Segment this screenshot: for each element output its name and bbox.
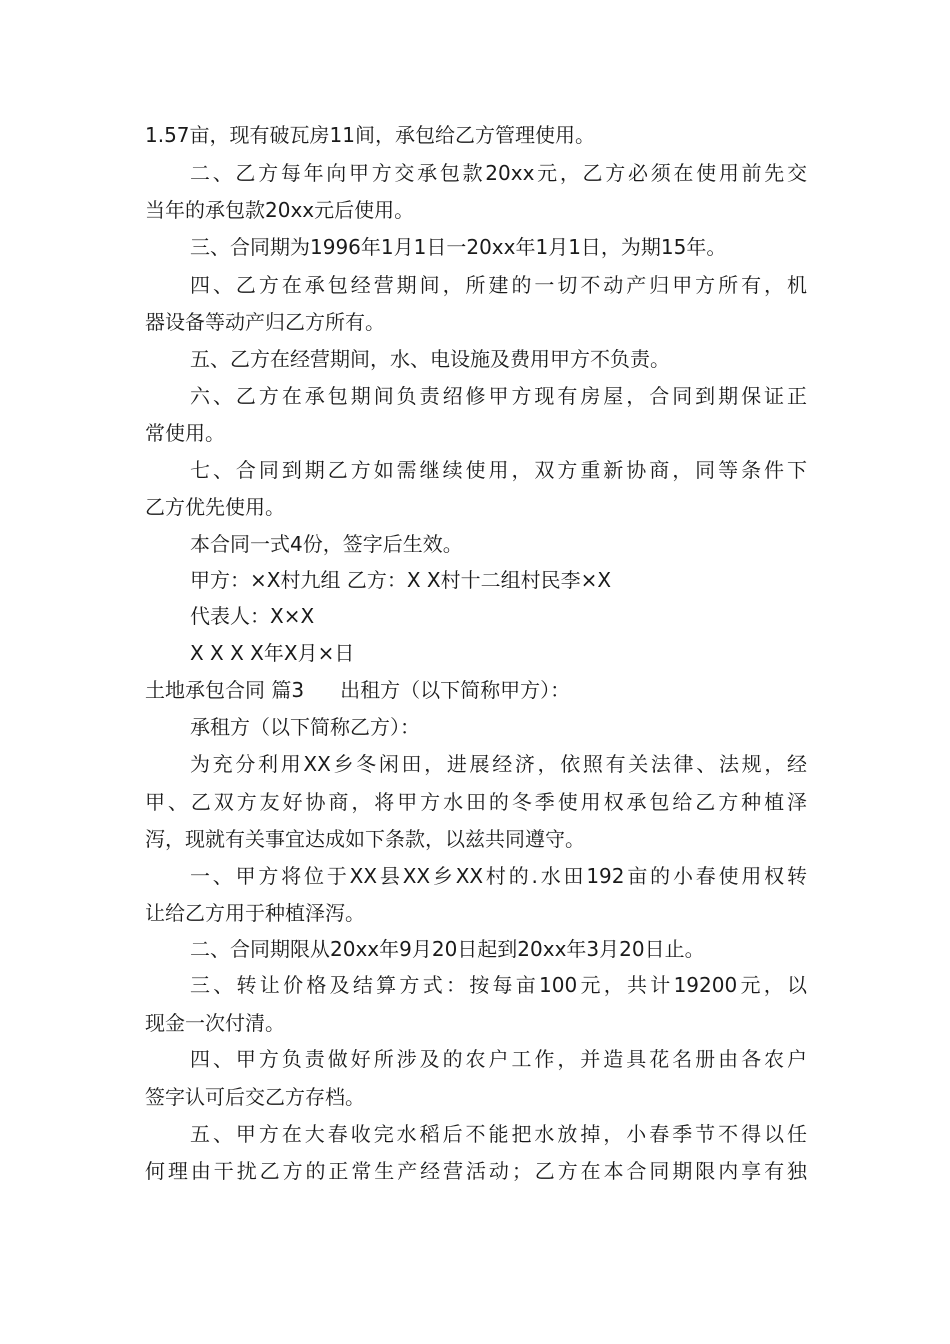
paragraph-line: 四、乙方在承包经营期间，所建的一切不动产归甲方所有，机 xyxy=(190,273,807,297)
paragraph-line: 常使用。 xyxy=(145,421,225,445)
paragraph-line: 五、甲方在大春收完水稻后不能把水放掉，小春季节不得以任 xyxy=(190,1122,807,1146)
representative: 代表人：X×X xyxy=(190,604,315,628)
signature-parties: 甲方：×X村九组 乙方：X X村十二组村民李×X xyxy=(190,568,612,592)
signature-date: X X X X年X月×日 xyxy=(190,641,355,665)
lessee-line: 承租方（以下简称乙方）： xyxy=(190,715,420,739)
paragraph-line: 为充分利用XX乡冬闲田，进展经济，依照有关法律、法规，经 xyxy=(190,752,807,776)
paragraph-line: 1.57亩，现有破瓦房11间，承包给乙方管理使用。 xyxy=(145,123,595,147)
paragraph-line: 何理由干扰乙方的正常生产经营活动；乙方在本合同期限内享有独 xyxy=(145,1159,807,1183)
paragraph-line: 五、乙方在经营期间，水、电设施及费用甲方不负责。 xyxy=(190,347,670,371)
paragraph-line: 三、合同期为1996年1月1日一20xx年1月1日，为期15年。 xyxy=(190,235,727,259)
paragraph-line: 二、乙方每年向甲方交承包款20xx元，乙方必须在使用前先交 xyxy=(190,161,807,185)
paragraph-line: 签字认可后交乙方存档。 xyxy=(145,1085,365,1109)
paragraph-line: 器设备等动产归乙方所有。 xyxy=(145,310,385,334)
paragraph-line: 四、甲方负责做好所涉及的农户工作，并造具花名册由各农户 xyxy=(190,1047,807,1071)
paragraph-line: 六、乙方在承包期间负责绍修甲方现有房屋，合同到期保证正 xyxy=(190,384,807,408)
section-heading: 土地承包合同 篇3 xyxy=(145,678,305,702)
paragraph-line: 七、合同到期乙方如需继续使用，双方重新协商，同等条件下 xyxy=(190,458,807,482)
lessor-line: 出租方（以下简称甲方）： xyxy=(340,678,571,702)
paragraph-line: 一、甲方将位于XX县XX乡XX村的.水田192亩的小春使用权转 xyxy=(190,864,807,888)
paragraph-line: 泻，现就有关事宜达成如下条款，以兹共同遵守。 xyxy=(145,827,585,851)
paragraph-line: 本合同一式4份，签字后生效。 xyxy=(190,532,463,556)
paragraph-line: 三、转让价格及结算方式：按每亩100元，共计19200元，以 xyxy=(190,973,807,997)
paragraph-line: 乙方优先使用。 xyxy=(145,495,285,519)
paragraph-line: 甲、乙双方友好协商，将甲方水田的冬季使用权承包给乙方种植泽 xyxy=(145,790,807,814)
section-heading-line xyxy=(145,672,570,708)
paragraph-line: 现金一次付清。 xyxy=(145,1011,285,1035)
paragraph-line: 当年的承包款20xx元后使用。 xyxy=(145,198,415,222)
paragraph-line: 让给乙方用于种植泽泻。 xyxy=(145,901,365,925)
paragraph-line: 二、合同期限从20xx年9月20日起到20xx年3月20日止。 xyxy=(190,937,705,961)
